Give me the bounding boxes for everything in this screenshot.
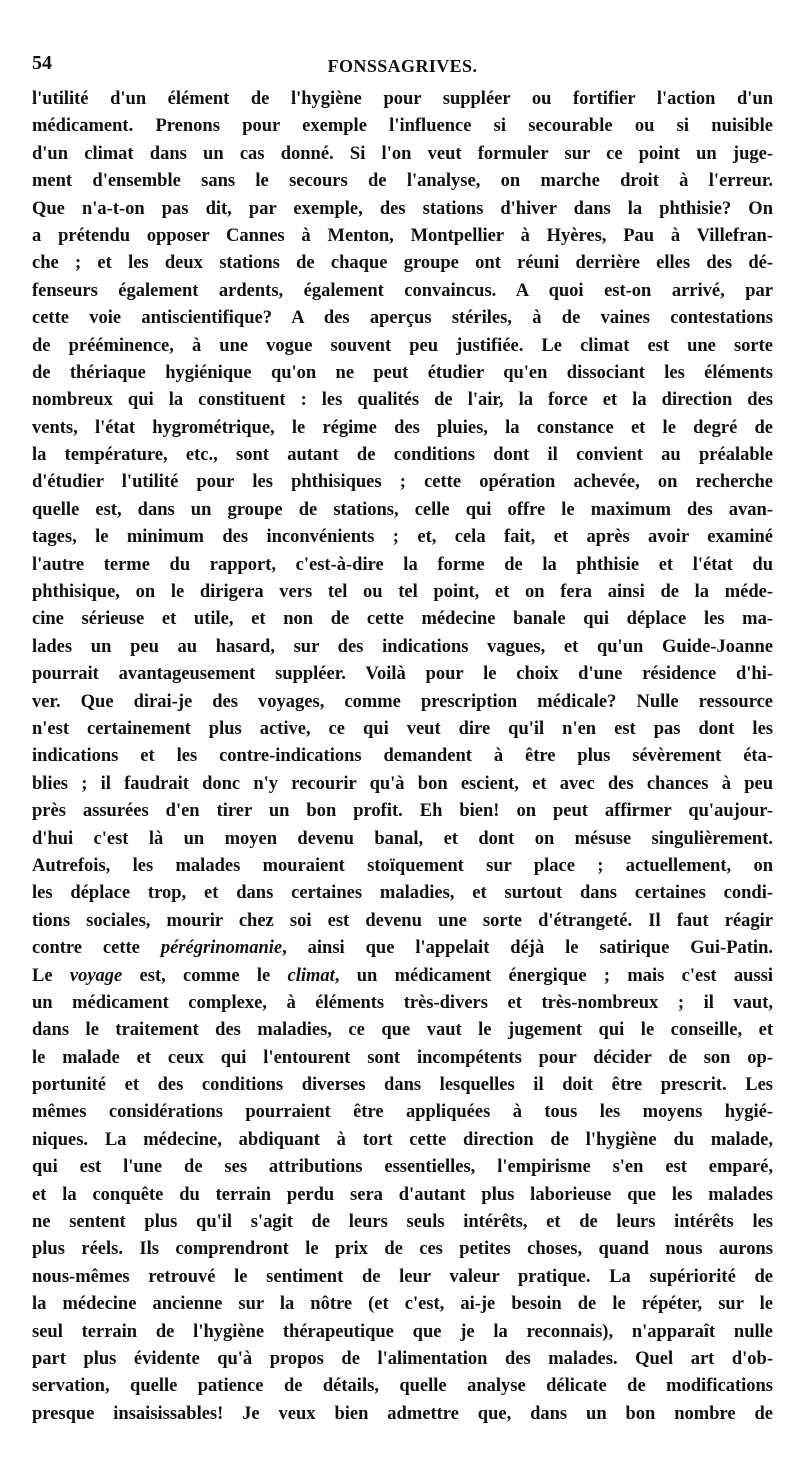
- page-number: 54: [32, 52, 52, 74]
- text-line: phthisique, on le dirigera vers tel ou tel point, et on fera ainsi de la méde-: [32, 582, 773, 603]
- text-line: le malade et ceux qui l'entourent sont incompétents pour décider de son op-: [32, 1047, 773, 1068]
- text-line: l'utilité d'un élément de l'hygiène pour suppléer ou fortifier l'action d'un: [32, 89, 773, 109]
- text-line: part plus évidente qu'à propos de l'alimentation des malades. Quel art d'ob-: [32, 1348, 773, 1369]
- italic-term: voyage: [69, 965, 123, 986]
- text-line: qui est l'une de ses attributions essentielles, l'empirisme s'en est emparé,: [32, 1157, 773, 1178]
- text-line: tions sociales, mourir chez soi est devenu une sorte d'étrangeté. Il faut réagir: [32, 910, 773, 931]
- text-line: d'un climat dans un cas donné. Si l'on veut formuler sur ce point un juge-: [32, 143, 773, 164]
- text-line: et la conquête du terrain perdu sera d'autant plus laborieuse que les malades: [32, 1184, 773, 1205]
- text-line: vents, l'état hygrométrique, le régime des pluies, la constance et le degré de: [32, 417, 773, 438]
- text-line: presque insaisissables! Je veux bien admettre que, dans un bon nombre de: [32, 1403, 773, 1424]
- text-line: indications et les contre-indications demandent à être plus sévèrement éta-: [32, 746, 773, 767]
- text-line: blies ; il faudrait donc n'y recourir qu'à bon escient, et avec des chances à peu: [32, 773, 773, 794]
- text-line: la médecine ancienne sur la nôtre (et c'est, ai-je besoin de le répéter, sur le: [32, 1294, 773, 1315]
- text-line: portunité et des conditions diverses dans lesquelles il doit être prescrit. Les: [32, 1075, 773, 1096]
- text-line: servation, quelle patience de détails, quelle analyse délicate de modifications: [32, 1376, 773, 1397]
- body-paragraph: [32, 86, 773, 1428]
- text-line: che ; et les deux stations de chaque groupe ont réuni derrière elles des dé-: [32, 253, 773, 274]
- text-line: près assurées d'en tirer un bon profit. Eh bien! on peut affirmer qu'aujour-: [32, 801, 773, 822]
- text-line: lades un peu au hasard, sur des indications vagues, et qu'un Guide-Joanne: [32, 636, 773, 657]
- text-line: les déplace trop, et dans certaines maladies, et surtout dans certaines condi-: [32, 883, 773, 904]
- text-line: quelle est, dans un groupe de stations, celle qui offre le maximum des avan-: [32, 499, 773, 520]
- text-line: la température, etc., sont autant de conditions dont il convient au préalable: [32, 445, 773, 466]
- text-line: cine sérieuse et utile, et non de cette médecine banale qui déplace les ma-: [32, 609, 773, 630]
- text-line: ver. Que dirai-je des voyages, comme prescription médicale? Nulle ressource: [32, 691, 773, 712]
- text-line: de thériaque hygiénique qu'on ne peut étudier qu'en dissociant les éléments: [32, 362, 773, 383]
- text-line: cette voie antiscientifique? A des aperçus stériles, à de vaines contestations: [32, 308, 773, 329]
- text-line: un médicament complexe, à éléments très-divers et très-nombreux ; il vaut,: [32, 992, 773, 1013]
- text-line: mêmes considérations pourraient être appliquées à tous les moyens hygié-: [32, 1102, 773, 1123]
- text-line: n'est certainement plus active, ce qui veut dire qu'il n'en est pas dont les: [32, 718, 773, 739]
- text-line: Le voyage est, comme le climat, un médicament énergique ; mais c'est aussi: [32, 965, 773, 986]
- text-line: a prétendu opposer Cannes à Menton, Montpellier à Hyères, Pau à Villefran-: [32, 225, 773, 246]
- text-line: Que n'a-t-on pas dit, par exemple, des stations d'hiver dans la phthisie? On: [32, 198, 773, 219]
- text-line: seul terrain de l'hygiène thérapeutique que je la reconnais), n'apparaît nulle: [32, 1321, 773, 1342]
- running-head: FONSSAGRIVES.: [327, 56, 478, 76]
- italic-term: climat: [287, 965, 335, 986]
- text-line: d'étudier l'utilité pour les phthisiques ; cette opération achevée, on recherche: [32, 472, 773, 493]
- text-line: dans le traitement des maladies, ce que vaut le jugement qui le conseille, et: [32, 1020, 773, 1041]
- text-line: nous-mêmes retrouvé le sentiment de leur valeur pratique. La supériorité de: [32, 1266, 773, 1287]
- text-line: contre cette pérégrinomanie, ainsi que l'appelait déjà le satirique Gui-Patin.: [32, 938, 773, 959]
- text-line: ne sentent plus qu'il s'agit de leurs seuls intérêts, et de leurs intérêts les: [32, 1212, 773, 1233]
- text-line: fenseurs également ardents, également convaincus. A quoi est-on arrivé, par: [32, 280, 773, 301]
- text-line: pourrait avantageusement suppléer. Voilà pour le choix d'une résidence d'hi-: [32, 664, 773, 685]
- text-line: de prééminence, à une vogue souvent peu justifiée. Le climat est une sorte: [32, 335, 773, 356]
- book-page: [32, 52, 773, 1428]
- text-line: nombreux qui la constituent : les qualités de l'air, la force et la direction des: [32, 390, 773, 411]
- text-line: ment d'ensemble sans le secours de l'analyse, on marche droit à l'erreur.: [32, 171, 773, 192]
- page-header: [32, 52, 773, 86]
- text-line: d'hui c'est là un moyen devenu banal, et dont on mésuse singulièrement.: [32, 828, 773, 849]
- text-line: médicament. Prenons pour exemple l'influence si secourable ou si nuisible: [32, 116, 773, 137]
- text-line: niques. La médecine, abdiquant à tort cette direction de l'hygiène du malade,: [32, 1129, 773, 1150]
- text-line: tages, le minimum des inconvénients ; et, cela fait, et après avoir examiné: [32, 527, 773, 548]
- text-line: plus réels. Ils comprendront le prix de ces petites choses, quand nous aurons: [32, 1239, 773, 1260]
- italic-term: pérégrinomanie: [160, 938, 283, 959]
- text-line: Autrefois, les malades mouraient stoïquement sur place ; actuellement, on: [32, 855, 773, 876]
- text-line: l'autre terme du rapport, c'est-à-dire la forme de la phthisie et l'état du: [32, 554, 773, 575]
